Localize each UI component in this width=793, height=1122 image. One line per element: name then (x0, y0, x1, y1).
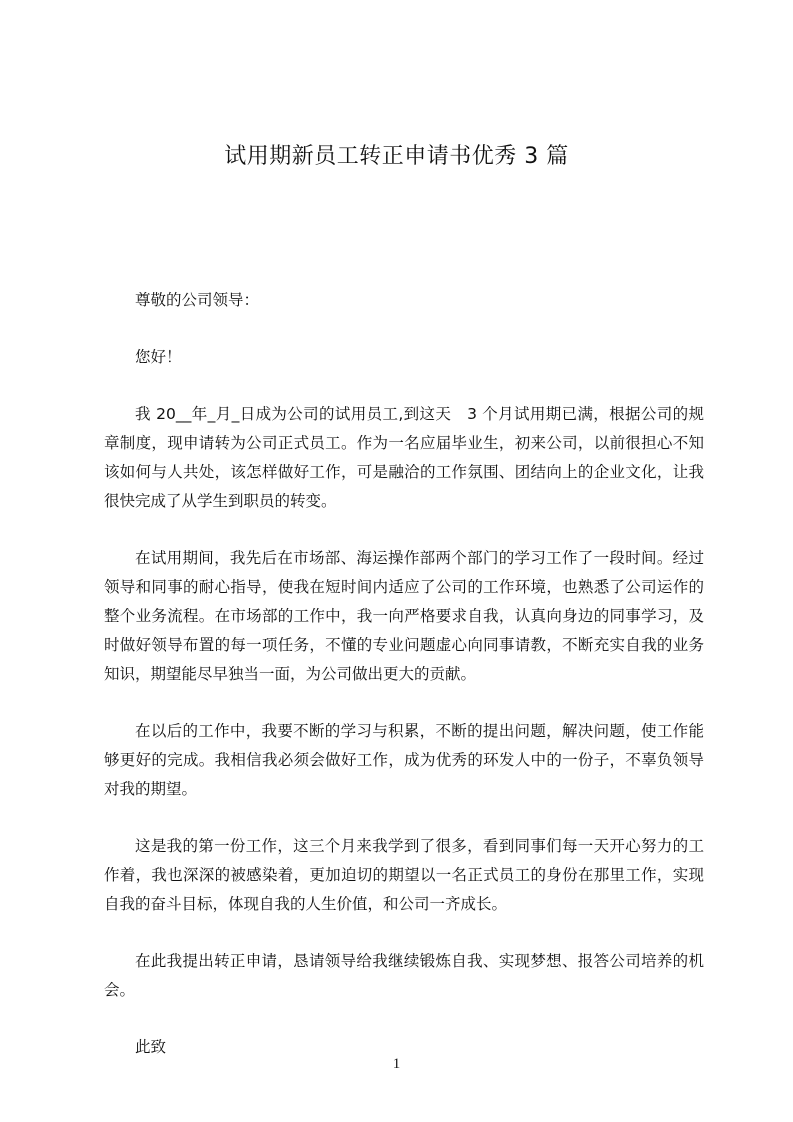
document-body (104, 286, 704, 1090)
document-title: 试用期新员工转正申请书优秀 3 篇 (224, 144, 569, 169)
paragraph-4: 这是我的第一份工作，这三个月来我学到了很多，看到同事们每一天开心努力的工作着，我也深深的被感染着，更加迫切的期望以一名正式员工的身份在那里工作，实现自我的奋斗目标，体现自我的人生价值，和公司一齐成长。 (104, 837, 704, 913)
greeting: 您好！ (135, 348, 182, 366)
salutation: 尊敬的公司领导： (135, 291, 260, 309)
paragraph-1: 我 20__年_月_日成为公司的试用员工,到这天 3 个月试用期已满，根据公司的规章制度，现申请转为公司正式员工。作为一名应届毕业生，初来公司，以前很担心不知该如何与人共处，该怎样做好工作，可是融洽的工作氛围、团结向上的企业文化，让我很快完成了从学生到职员的转变。 (104, 405, 704, 510)
paragraph-2: 在试用期间，我先后在市场部、海运操作部两个部门的学习工作了一段时间。经过领导和同事的耐心指导，使我在短时间内适应了公司的工作环境，也熟悉了公司运作的整个业务流程。在市场部的工作中，我一向严格要求自我，认真向身边的同事学习，及时做好领导布置的每一项任务，不懂的专业问题虚心向同事请教，不断充实自我的业务知识，期望能尽早独当一面，为公司做出更大的贡献。 (104, 549, 704, 683)
paragraph-5: 在此我提出转正申请，恳请领导给我继续锻炼自我、实现梦想、报答公司培养的机会。 (104, 952, 704, 999)
closing: 此致 (135, 1038, 167, 1056)
paragraph-3: 在以后的工作中，我要不断的学习与积累，不断的提出问题，解决问题，使工作能够更好的完成。我相信我必须会做好工作，成为优秀的环发人中的一份子，不辜负领导对我的期望。 (104, 722, 704, 798)
page-number: 1 (392, 1056, 401, 1072)
